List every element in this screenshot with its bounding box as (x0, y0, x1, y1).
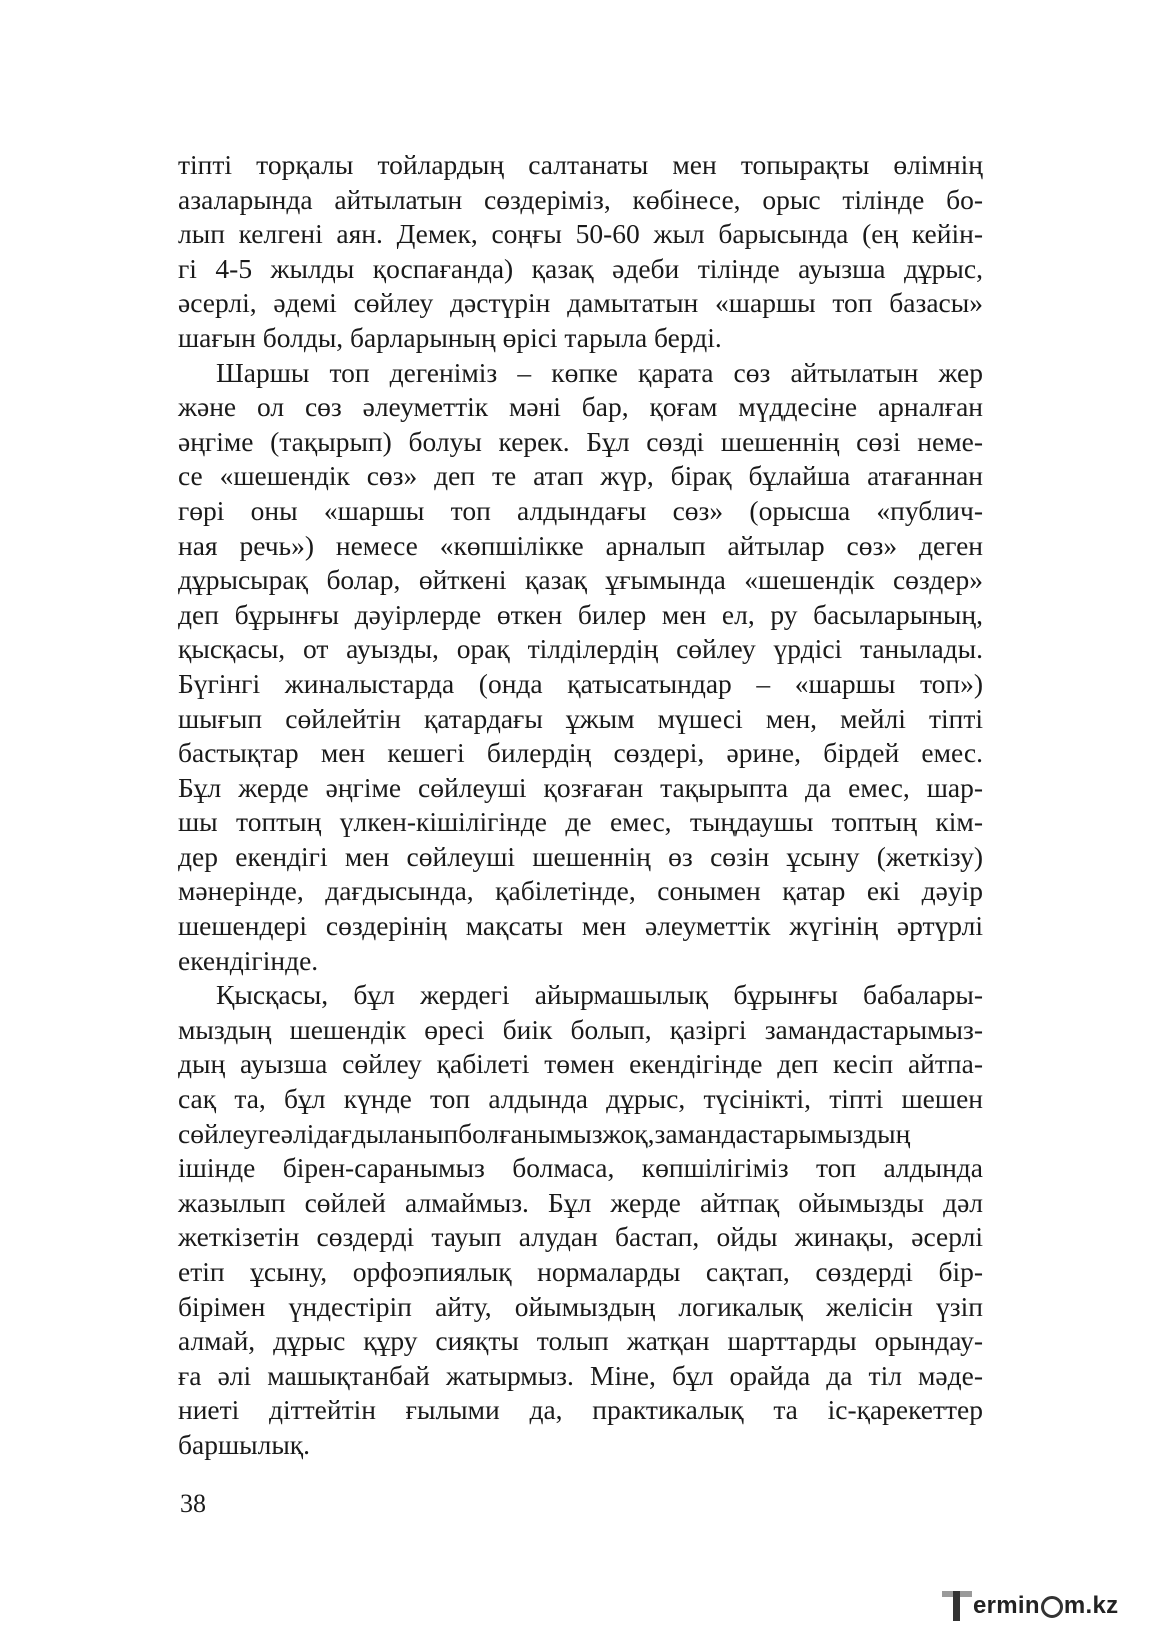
watermark-text-part1: ermin (973, 1592, 1040, 1619)
text-line: сақ та, бұл күнде топ алдында дұрыс, түсінікті, тіпті шешен (178, 1083, 983, 1115)
text-line: әңгіме (тақырып) болуы керек. Бұл сөзді шешеннің сөзі неме- (178, 425, 983, 457)
text-line: дұрысырақ болар, өйткені қазақ ұғымында «шешендік сөздер» (178, 564, 983, 596)
text-line: етіп ұсыну, орфоэпиялық нормаларды сақтап, сөздерді бір- (178, 1256, 983, 1287)
text-line: шешендері сөздерінің мақсаты мен әлеуметтік жүгінің әртүрлі (178, 910, 983, 942)
termincom-watermark (942, 1586, 1142, 1626)
text-line: шығып сөйлейтін қатардағы ұжым мүшесі мен, мейлі тіпті (178, 702, 983, 734)
body-text (178, 148, 983, 1463)
text-line: Бүгінгі жиналыстарда (онда қатысатындар – «шаршы топ») (178, 667, 983, 699)
text-line: дың ауызша сөйлеу қабілеті төмен екендігінде деп кесіп айтпа- (178, 1048, 983, 1080)
text-line: ная речь») немесе «көпшілікке арналып айтылар сөз» деген (178, 529, 983, 561)
text-line: баршылық. (178, 1428, 311, 1460)
text-line: гі 4-5 жылды қоспағанда) қазақ әдеби тілінде ауызша дұрыс, (178, 252, 983, 284)
text-line: ішінде бірен-саранымыз болмаса, көпшілігіміз топ алдында (178, 1152, 983, 1184)
text-line: мыздың шешендік өресі биік болып, қазіргі замандастарымыз- (178, 1013, 983, 1045)
text-line: се «шешендік сөз» деп те атап жүр, бірақ бұлайша атағаннан (178, 460, 983, 492)
text-line: жазылып сөйлей алмаймыз. Бұл жерде айтпақ ойымызды дәл (178, 1186, 983, 1218)
text-line: Қысқасы, бұл жердегі айырмашылық бұрынғы бабалары- (216, 979, 983, 1011)
text-line: және ол сөз әлеуметтік мәні бар, қоғам мүддесіне арналған (178, 391, 983, 423)
text-line: дер екендігі мен сөйлеуші шешеннің өз сөзін ұсыну (жеткізу) (178, 840, 983, 872)
text-line: деп бұрынғы дәуірлерде өткен билер мен ел, ру басыларының, (178, 598, 983, 630)
page-number: 38 (180, 1489, 206, 1518)
text-line: мәнерінде, дағдысында, қабілетінде, сонымен қатар екі дәуір (178, 875, 983, 907)
text-line: әсерлі, әдемі сөйлеу дәстүрін дамытатын «шаршы топ базасы» (178, 287, 983, 319)
watermark-o-icon (1041, 1596, 1063, 1618)
text-line: шы топтың үлкен-кішілігінде де емес, тыңдаушы топтың кім- (178, 806, 983, 838)
text-line: азаларында айтылатын сөздеріміз, көбінесе, орыс тілінде бо- (178, 183, 983, 215)
termincom-logo-icon (942, 1589, 972, 1623)
watermark-text-part2: m.kz (1063, 1592, 1119, 1619)
text-line: алмай, дұрыс құру сияқты толып жатқан шарттарды орындау- (178, 1325, 983, 1357)
text-line: қысқасы, от ауызды, орақ тілділердің сөйлеу үрдісі танылады. (178, 633, 983, 665)
text-line: Шаршы топ дегеніміз – көпке қарата сөз айтылатын жер (216, 356, 983, 388)
text-line: сөйлеугеәлідағдыланыпболғанымызжоқ,замандастарымыздың (178, 1117, 911, 1149)
text-line: ниеті діттейтін ғылыми да, практикалық та іс-қарекеттер (178, 1394, 983, 1426)
text-line: тіпті торқалы тойлардың салтанаты мен топырақты өлімнің (178, 149, 983, 180)
text-line: гөрі оны «шаршы топ алдындағы сөз» (орысша «публич- (178, 494, 983, 526)
text-line: екендігінде. (178, 944, 319, 976)
text-line: бастықтар мен кешегі билердің сөздері, әрине, бірдей емес. (178, 737, 983, 769)
text-line: шағын болды, барларының өрісі тарыла берді. (178, 321, 722, 353)
text-line: ға әлі машықтанбай жатырмыз. Міне, бұл орайда да тіл мәде- (178, 1359, 983, 1391)
text-line: бірімен үндестіріп айту, ойымыздың логикалық желісін үзіп (178, 1290, 983, 1322)
text-line: Бұл жерде әңгіме сөйлеуші қозғаған тақырыпта да емес, шар- (178, 771, 983, 803)
text-line: жеткізетін сөздерді тауып алудан бастап, ойды жинақы, әсерлі (178, 1221, 983, 1253)
text-line: лып келгені аян. Демек, соңғы 50-60 жыл барысында (ең кейін- (178, 218, 983, 250)
